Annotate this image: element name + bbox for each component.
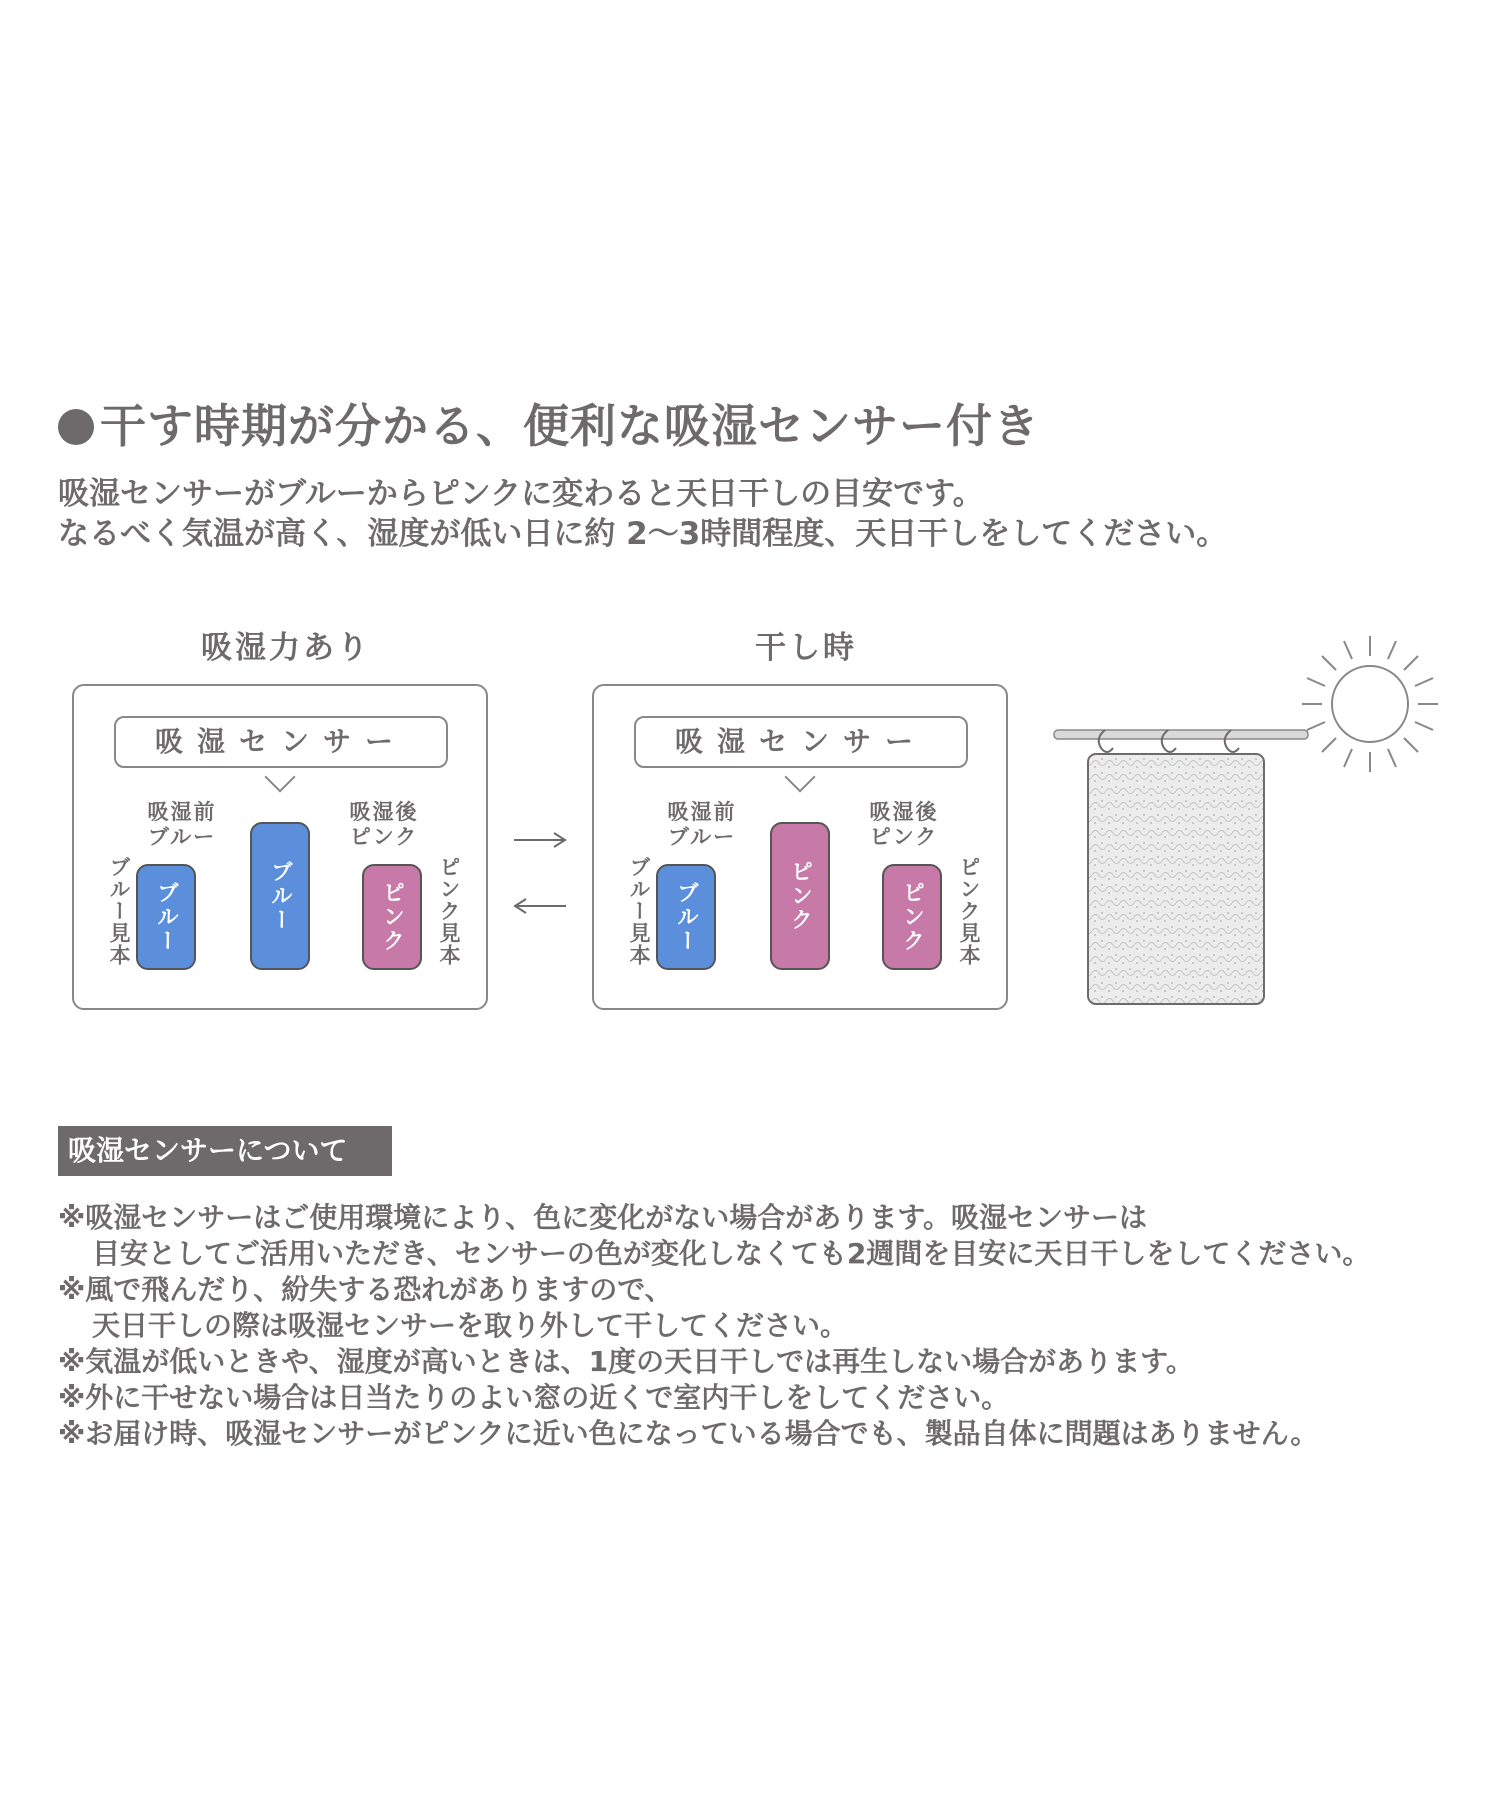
note-line: ※外に干せない場合は日当たりのよい窓の近くで室内干しをしてください。 bbox=[58, 1381, 1010, 1414]
curtain-drying-illustration bbox=[1050, 630, 1450, 1020]
after-label: 吸湿後 ピンク bbox=[869, 800, 939, 849]
blue-swatch: ブルー bbox=[656, 864, 716, 970]
note-line: ※気温が低いときや、湿度が高いときは、1度の天日干しでは再生しない場合があります。 bbox=[58, 1345, 1194, 1378]
pink-sample-text: ピンク見本 bbox=[957, 856, 981, 966]
before-label: 吸湿前 ブルー bbox=[147, 800, 217, 849]
arrow-left-icon bbox=[512, 896, 568, 916]
sensor-bubble: 吸湿センサー bbox=[634, 716, 968, 768]
blue-swatch: ブルー bbox=[136, 864, 196, 970]
sensor-panel-dry-time bbox=[592, 684, 1008, 1010]
after-label: 吸湿後 ピンク bbox=[349, 800, 419, 849]
pink-swatch: ピンク bbox=[882, 864, 942, 970]
note-line: 天日干しの際は吸湿センサーを取り外して干してください。 bbox=[92, 1309, 849, 1342]
before-label: 吸湿前 ブルー bbox=[667, 800, 737, 849]
bullet-dot-icon bbox=[58, 409, 94, 445]
note-line: ※お届け時、吸湿センサーがピンクに近い色になっている場合でも、製品自体に問題はありません。 bbox=[58, 1417, 1319, 1450]
panel-title-absorbing: 吸湿力あり bbox=[201, 630, 371, 666]
sensor-swatch: ピンク bbox=[770, 822, 830, 970]
intro-line-2: なるべく気温が高く、湿度が低い日に約 2～3時間程度、天日干しをしてください。 bbox=[58, 516, 1228, 552]
sun-and-curtain-icon bbox=[1050, 630, 1450, 1020]
blue-sample-text: ブルー見本 bbox=[107, 856, 131, 966]
note-line: 目安としてご活用いただき、センサーの色が変化しなくても2週間を目安に天日干しをしてください。 bbox=[92, 1237, 1371, 1270]
pink-sample-text: ピンク見本 bbox=[437, 856, 461, 966]
sensor-bubble: 吸湿センサー bbox=[114, 716, 448, 768]
note-line: ※吸湿センサーはご使用環境により、色に変化がない場合があります。吸湿センサーは bbox=[58, 1201, 1147, 1234]
sensor-swatch: ブルー bbox=[250, 822, 310, 970]
intro-line-1: 吸湿センサーがブルーからピンクに変わると天日干しの目安です。 bbox=[58, 476, 984, 512]
pink-swatch: ピンク bbox=[362, 864, 422, 970]
heading-text: 干す時期が分かる、便利な吸湿センサー付き bbox=[100, 399, 1040, 453]
blue-sample-text: ブルー見本 bbox=[627, 856, 651, 966]
arrow-right-icon bbox=[512, 830, 568, 850]
section-heading bbox=[58, 390, 1040, 456]
sensor-panel-absorbing bbox=[72, 684, 488, 1010]
note-line: ※風で飛んだり、紛失する恐れがありますので、 bbox=[58, 1273, 673, 1306]
notes-heading: 吸湿センサーについて bbox=[58, 1126, 392, 1176]
panel-title-dry-time: 干し時 bbox=[755, 630, 857, 666]
